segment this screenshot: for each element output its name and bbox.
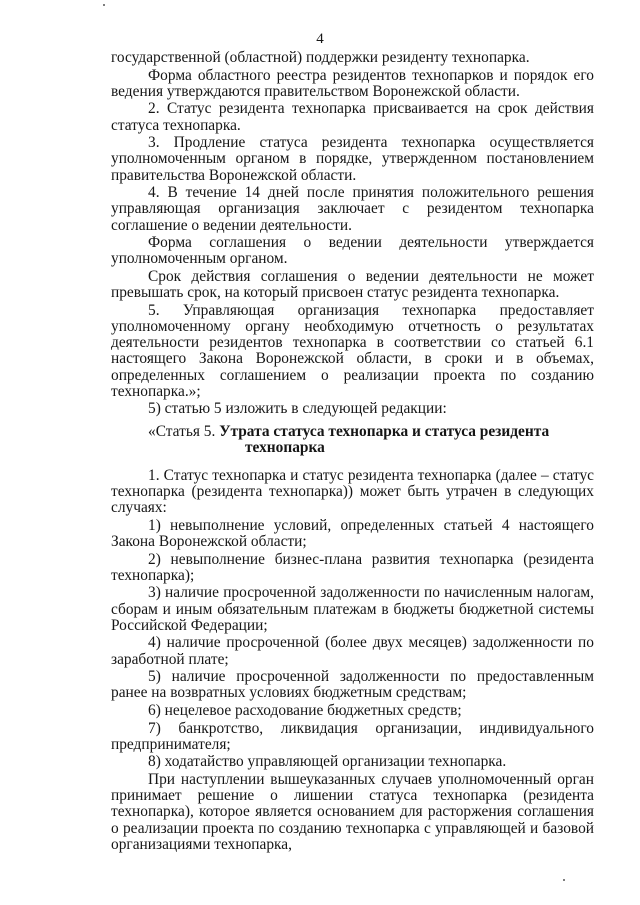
list-item-2: 2) невыполнение бизнес-плана развития технопарка (резидента технопарка);	[111, 550, 594, 584]
paragraph-point-4: 4. В течение 14 дней после принятия положительного решения управляющая организация заключает с резидентом технопарка соглашение о ведении деятельности.	[111, 184, 594, 234]
list-item-4: 4) наличие просроченной (более двух месяцев) задолженности по заработной плате;	[111, 634, 594, 668]
article-heading	[111, 424, 594, 457]
paragraph-point-5: 5. Управляющая организация технопарка предоставляет уполномоченному органу необходимую отчетность о результатах деятельности резидентов технопарка в соответствии со статьей 6.1 настоящего Закона Воронежской области, в сроки и в объемах, определенных соглашением о реализации проекта по созданию технопарка.»;	[111, 301, 594, 400]
page-number: 4	[316, 31, 324, 47]
list-item-8: 8) ходатайство управляющей организации технопарка.	[148, 753, 507, 771]
list-item-6: 6) нецелевое расходование бюджетных средств;	[148, 701, 462, 719]
paragraph-point-3: 3. Продление статуса резидента технопарка осуществляется уполномоченным органом в порядке, утвержденном постановлением правительства Воронежской области.	[111, 134, 594, 184]
article-title-line1: Утрата статуса технопарка и статуса резидента	[219, 422, 550, 440]
paragraph-agreement-term: Срок действия соглашения о ведении деятельности не может превышать срок, на который присвоен статус резидента технопарка.	[111, 267, 594, 302]
scan-speck	[103, 4, 105, 6]
paragraph-agreement-form: Форма соглашения о ведении деятельности утверждается уполномоченным органом.	[111, 234, 594, 268]
article-title-line2: технопарка	[245, 439, 325, 457]
list-item-7: 7) банкротство, ликвидация организации, индивидуального предпринимателя;	[111, 719, 594, 753]
paragraph-final: При наступлении вышеуказанных случаев уполномоченный орган принимает решение о лишении статуса технопарка (резидента технопарка), которое является основанием для расторжения соглашения о реализации проекта по созданию технопарка с управляющей и базовой организациями технопарка,	[111, 770, 594, 853]
paragraph-amendment: 5) статью 5 изложить в следующей редакции:	[148, 400, 447, 418]
paragraph-registry-form: Форма областного реестра резидентов технопарков и порядок его ведения утверждаются правительством Воронежской области.	[111, 66, 594, 100]
paragraph-continuation: государственной (областной) поддержки резиденту технопарка.	[111, 49, 530, 66]
list-item-5: 5) наличие просроченной задолженности по предоставленным ранее на возвратных условиях бюджетным средствам;	[111, 668, 594, 702]
list-item-1: 1) невыполнение условий, определенных статьей 4 настоящего Закона Воронежской области;	[111, 516, 594, 550]
article-paragraph-1: 1. Статус технопарка и статус резидента технопарка (далее – статус технопарка (резидента технопарка)) может быть утрачен в следующих случаях:	[111, 466, 594, 517]
paragraph-point-2: 2. Статус резидента технопарка присваивается на срок действия статуса технопарка.	[111, 100, 594, 134]
list-item-3: 3) наличие просроченной задолженности по начисленным налогам, сборам и иным обязательным платежам в бюджеты бюджетной системы Российской Федерации;	[111, 584, 594, 634]
article-prefix: «Статья 5.	[148, 422, 216, 440]
scan-speck	[563, 879, 565, 881]
document-body	[111, 50, 594, 854]
